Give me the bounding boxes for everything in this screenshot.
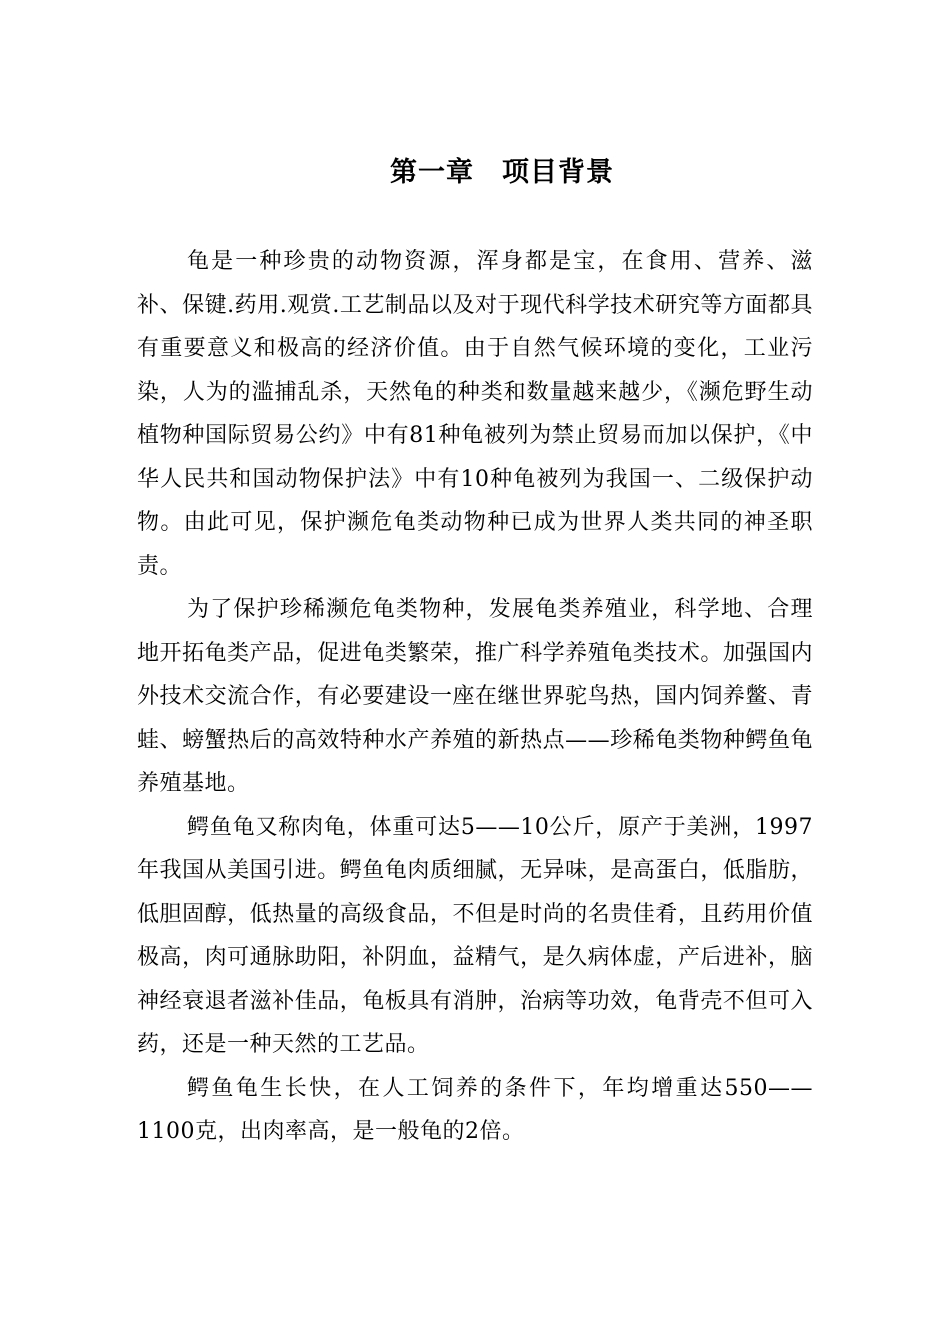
paragraph-1: 龟是一种珍贵的动物资源，浑身都是宝，在食用、营养、滋补、保键.药用.观赏.工艺制品以及对于现代科学技术研究等方面都具有重要意义和极高的经济价值。由于自然气候环境的变化，工业污染，人为的滥捕乱杀，天然龟的种类和数量越来越少，《濒危野生动植物种国际贸易公约》中有81种龟被列为禁止贸易而加以保护，《中华人民共和国动物保护法》中有10种龟被列为我国一、二级保护动物。由此可见，保护濒危龟类动物种已成为世界人类共同的神圣职责。: [137, 249, 813, 579]
chapter-title: 第一章 项目背景: [390, 157, 614, 188]
paragraph-4: 鳄鱼龟生长快，在人工饲养的条件下，年均增重达550——1100克，出肉率高，是一般龟的2倍。: [137, 1075, 813, 1144]
paragraph-3: 鳄鱼龟又称肉龟，体重可达5——10公斤，原产于美洲，1997年我国从美国引进。鳄鱼龟肉质细腻，无异味，是高蛋白，低脂肪，低胆固醇，低热量的高级食品，不但是时尚的名贵佳肴，且药用价值极高，肉可通脉助阳，补阴血，益精气，是久病体虚，产后进补，脑神经衰退者滋补佳品，龟板具有消肿，治病等功效，龟背壳不但可入药，还是一种天然的工艺品。: [137, 814, 813, 1057]
paragraph-2: 为了保护珍稀濒危龟类物种，发展龟类养殖业，科学地、合理地开拓龟类产品，促进龟类繁荣，推广科学养殖龟类技术。加强国内外技术交流合作，有必要建设一座在继世界驼鸟热，国内饲养鳖、青蛙、螃蟹热后的高效特种水产养殖的新热点——珍稀龟类物种鳄鱼龟养殖基地。: [137, 597, 813, 796]
document-body: [137, 240, 813, 1154]
